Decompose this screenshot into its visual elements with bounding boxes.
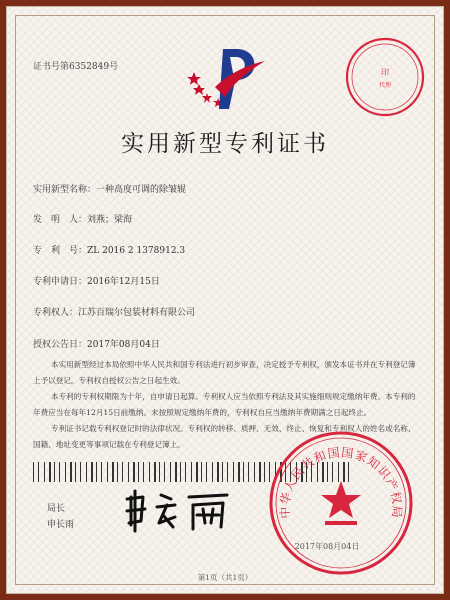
- barcode-bar: [70, 462, 72, 482]
- certificate-paper: [6, 6, 444, 594]
- barcode-bar: [80, 462, 81, 482]
- barcode-bar: [196, 462, 198, 482]
- barcode-bar: [222, 462, 223, 482]
- seal-text: 中华人民共和国国家知识产权局: [277, 445, 405, 520]
- barcode-bar: [170, 462, 171, 482]
- field-value: 刘燕；梁海: [87, 215, 133, 225]
- body-paragraph: 本实用新型经过本局依照中华人民共和国专利法进行初步审查，决定授予专利权，颁发本证书并在专利登记簿上予以登记。专利权自授权公告之日起生效。: [33, 360, 416, 385]
- barcode-bar: [259, 462, 261, 482]
- field-value: 江苏百瑞尔包装材料有限公司: [78, 308, 196, 318]
- field-patent-number: [33, 243, 185, 256]
- barcode-bar: [254, 462, 255, 482]
- barcode-bar: [38, 462, 39, 482]
- barcode-bar: [159, 462, 160, 482]
- signature-name: 申长雨: [47, 520, 75, 530]
- field-value: ZL 2016 2 1378912.3: [87, 246, 186, 256]
- barcode-bar: [143, 462, 144, 482]
- barcode-bar: [164, 462, 165, 482]
- barcode-bar: [112, 462, 114, 482]
- seal-date: 2017年08月04日: [294, 542, 360, 551]
- barcode-bar: [233, 462, 234, 482]
- barcode-bar: [96, 462, 97, 482]
- barcode-bar: [180, 462, 181, 482]
- barcode-bar: [117, 462, 118, 482]
- svg-text:代理: 代理: [378, 82, 392, 89]
- barcode-bar: [122, 462, 123, 482]
- field-value: 2016年12月15日: [87, 277, 160, 287]
- signature-title: 局长: [47, 504, 66, 514]
- barcode-bar: [248, 462, 249, 482]
- barcode-bar: [44, 462, 45, 482]
- field-patentee: [33, 305, 195, 318]
- field-label: 授权公告日：: [33, 340, 88, 350]
- certificate-title: 实用新型专利证书: [121, 131, 329, 157]
- barcode-bar: [91, 462, 93, 482]
- barcode-bar: [107, 462, 108, 482]
- certificate-number: 证书号第6352849号: [33, 62, 119, 72]
- barcode-bar: [149, 462, 150, 482]
- barcode-bar: [65, 462, 66, 482]
- field-label: 发 明 人：: [33, 215, 88, 225]
- patent-office-logo-icon: [185, 43, 267, 115]
- barcode-bar: [217, 462, 219, 482]
- barcode-bar: [86, 462, 87, 482]
- barcode-bar: [227, 462, 228, 482]
- barcode-bar: [101, 462, 102, 482]
- barcode-bar: [49, 462, 51, 482]
- field-label: 专利申请日：: [33, 277, 88, 287]
- field-label: 实用新型名称：: [33, 185, 97, 195]
- barcode-bar: [59, 462, 60, 482]
- top-seal-stamp: [343, 35, 427, 119]
- barcode-bar: [175, 462, 177, 482]
- field-grant-date: [33, 337, 160, 350]
- barcode-bar: [201, 462, 202, 482]
- barcode-bar: [154, 462, 156, 482]
- bottom-seal-stamp: [265, 427, 417, 579]
- barcode-bar: [54, 462, 55, 482]
- barcode-bar: [75, 462, 76, 482]
- barcode-bar: [185, 462, 186, 482]
- page-number: 第1页（共1页）: [197, 573, 253, 582]
- field-utility-model-name: [33, 182, 186, 195]
- barcode-bar: [206, 462, 207, 482]
- body-paragraph: 本专利的专利权期限为十年，自申请日起算。专利权人应当依照专利法及其实施细则规定缴纳年费。本专利的年费应当在每年12月15日前缴纳。未按照规定缴纳年费的，专利权自应当缴纳年费期满之日起终止。: [33, 392, 416, 417]
- barcode-bar: [138, 462, 139, 482]
- barcode-bar: [33, 462, 34, 482]
- field-inventor: [33, 212, 132, 225]
- field-value: 一种高度可调的除皱辊: [96, 185, 187, 195]
- director-signature: [123, 487, 235, 533]
- field-label: 专 利 号：: [33, 246, 88, 256]
- barcode-bar: [133, 462, 135, 482]
- barcode-bar: [243, 462, 244, 482]
- barcode-bar: [238, 462, 240, 482]
- field-application-date: [33, 274, 160, 287]
- body-paragraph: 专利证书记载专利权登记时的法律状况。专利权的转移、质押、无效、终止、恢复和专利权人的姓名或名称、国籍、地址变更等事项记载在专利登记簿上。: [33, 424, 416, 449]
- barcode-bar: [191, 462, 192, 482]
- field-label: 专利权人：: [33, 308, 79, 318]
- field-value: 2017年08月04日: [87, 340, 160, 350]
- svg-text:印: 印: [381, 68, 389, 77]
- barcode-bar: [212, 462, 213, 482]
- barcode-bar: [128, 462, 129, 482]
